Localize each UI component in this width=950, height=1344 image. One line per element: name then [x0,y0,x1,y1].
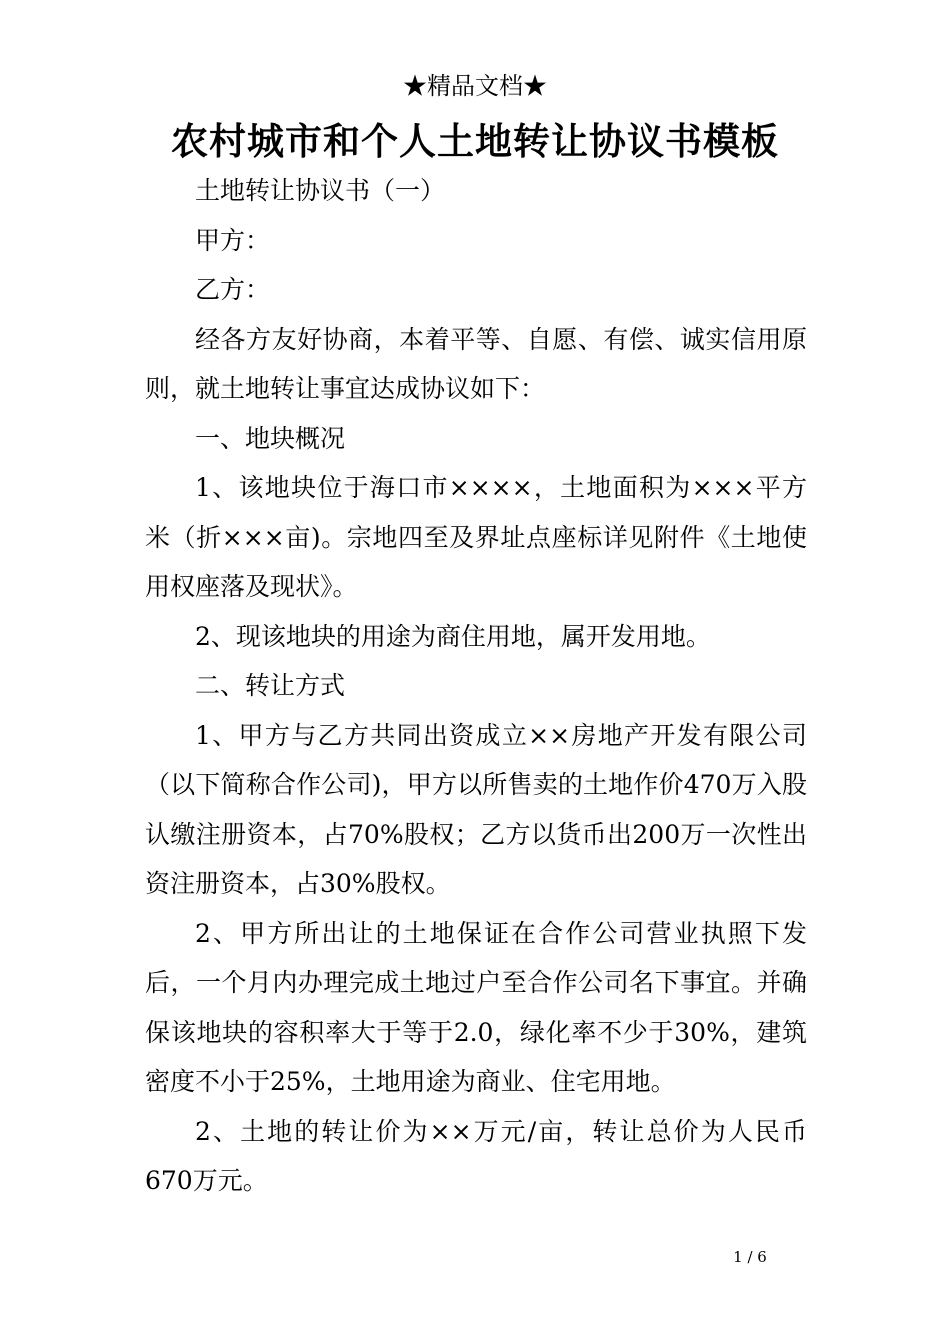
party-a-line: 甲方： [195,225,271,255]
clause-paragraph: 2、土地的转让价为××万元/亩，转让总价为人民币670万元。 [145,1116,807,1195]
clause-paragraph: 2、甲方所出让的土地保证在合作公司营业执照下发后，一个月内办理完成土地过户至合作公司名下事宜。并确保该地块的容积率大于等于2.0，绿化率不少于30%，建筑密度不小于25%，土地用途为商业、住宅用地。 [145,918,807,1096]
section-heading: 土地转让协议书（一） [195,176,446,205]
document-body [145,166,807,1206]
party-b-line: 乙方： [195,275,271,304]
clause-paragraph: 2、现该地块的用途为商住用地，属开发用地。 [195,621,711,651]
preamble-paragraph: 经各方友好协商，本着平等、自愿、有偿、诚实信用原则，就土地转让事宜达成协议如下： [145,324,807,403]
clause-paragraph: 1、甲方与乙方共同出资成立××房地产开发有限公司（以下简称合作公司)，甲方以所售卖的土地作价470万入股认缴注册资本，占70%股权；乙方以货币出200万一次性出资注册资本，占30%股权。 [145,720,807,898]
section-heading-transfer-method: 二、转让方式 [195,671,346,700]
header-banner: ★精品文档★ [403,72,547,100]
page-number: 1 / 6 [733,1248,767,1266]
clause-paragraph: 1、该地块位于海口市××××，土地面积为×××平方米（折×××亩)。宗地四至及界址点座标详见附件《土地使用权座落及现状》。 [145,473,807,601]
document-title: 农村城市和个人土地转让协议书模板 [171,119,779,163]
section-heading-plot-overview: 一、地块概况 [195,423,346,453]
